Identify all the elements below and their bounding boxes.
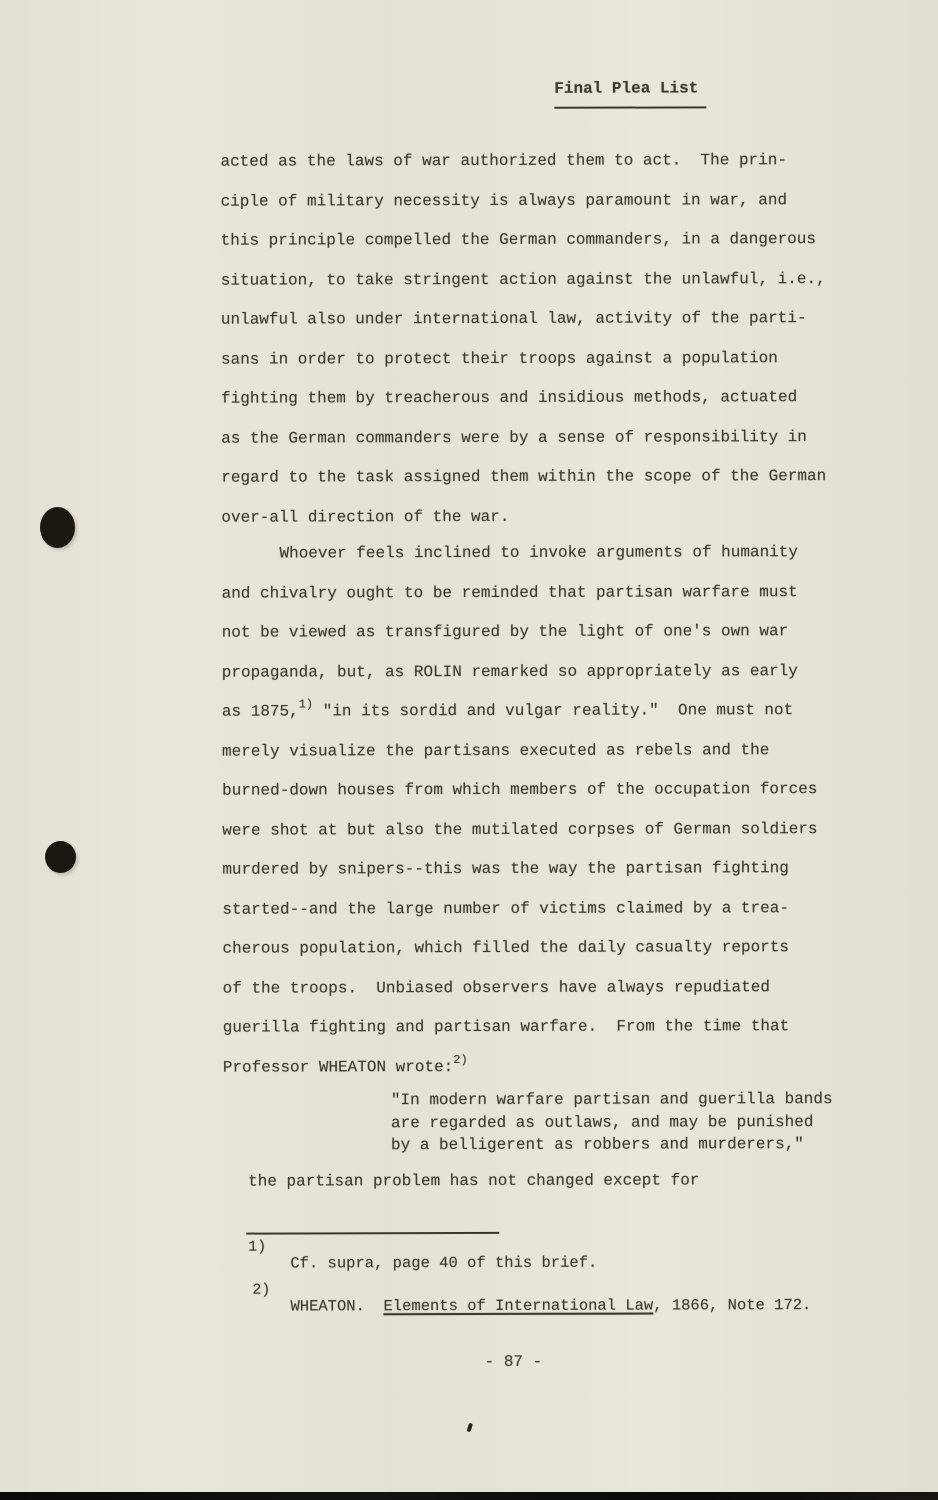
book-title: Elements of International Law bbox=[383, 1296, 654, 1316]
text-segment: Professor WHEATON wrote: bbox=[222, 1057, 454, 1077]
quote-line: are regarded as outlaws, and may be punished bbox=[390, 1112, 814, 1132]
text-line: guerilla fighting and partisan warfare. From the time that bbox=[222, 1017, 790, 1037]
text-line: the partisan problem has not changed except for bbox=[248, 1171, 700, 1191]
text-line: as the German commanders were by a sense of responsibility in bbox=[221, 427, 807, 448]
footnote-1-marker: 1) bbox=[248, 1238, 267, 1256]
text-line: were shot at but also the mutilated corpses of German soldiers bbox=[222, 819, 818, 840]
footnote-ref-2: 2) bbox=[453, 1052, 468, 1067]
scan-speck bbox=[466, 1423, 473, 1433]
text-line: and chivalry ought to be reminded that partisan warfare must bbox=[221, 582, 798, 603]
text-line: cherous population, which filled the daily casualty reports bbox=[222, 938, 790, 958]
text-line: acted as the laws of war authorized them to act. The prin- bbox=[220, 151, 787, 171]
text-line: fighting them by treacherous and insidious methods, actuated bbox=[221, 388, 798, 408]
text-line: propaganda, but, as ROLIN remarked so appropriately as early bbox=[221, 661, 798, 682]
footnote-ref-1: 1) bbox=[298, 697, 314, 712]
text-line: burned-down houses from which members of the occupation forces bbox=[222, 780, 818, 800]
text-line: merely visualize the partisans executed as rebels and the bbox=[221, 740, 770, 761]
text-line: regard to the task assigned them within the scope of the German bbox=[221, 467, 827, 487]
text-line: ciple of military necessity is always paramount in war, and bbox=[220, 190, 788, 211]
text-line: situation, to take stringent action against the unlawful, i.e., bbox=[220, 269, 826, 290]
text-line: started--and the large number of victims claimed by a trea- bbox=[222, 898, 789, 919]
blockquote bbox=[391, 1088, 833, 1157]
footnote-2-text bbox=[290, 1296, 811, 1315]
text-segment: , 1866, Note 172. bbox=[653, 1296, 812, 1315]
quote-line: "In modern warfare partisan and guerilla bands bbox=[390, 1090, 833, 1110]
page-number: - 87 - bbox=[484, 1352, 543, 1371]
text-line: murdered by snipers--this was the way the partisan fighting bbox=[222, 859, 789, 879]
text-line: unlawful also under international law, activity of the parti- bbox=[220, 309, 807, 329]
text-segment: "in its sordid and vulgar reality." One must not bbox=[313, 701, 794, 721]
text-line: not be viewed as transfigured by the light of one's own war bbox=[221, 622, 789, 642]
text-line: Whoever feels inclined to invoke arguments of humanity bbox=[279, 543, 798, 563]
text-line: sans in order to protect their troops against a population bbox=[220, 348, 778, 369]
text-segment: as 1875, bbox=[221, 702, 299, 721]
text-line-with-footnote-ref bbox=[223, 1046, 883, 1087]
text-line: of the troops. Unbiased observers have always repudiated bbox=[222, 977, 770, 998]
paragraph-1 bbox=[220, 141, 881, 538]
footnote-separator bbox=[246, 1232, 499, 1235]
text-segment: WHEATON. bbox=[290, 1297, 384, 1316]
scan-edge bbox=[0, 1492, 938, 1500]
text-line: over-all direction of the war. bbox=[221, 507, 510, 527]
footnote-2-marker: 2) bbox=[252, 1281, 271, 1299]
quote-line: by a belligerent as robbers and murderers," bbox=[391, 1135, 804, 1155]
text-line: this principle compelled the German commanders, in a dangerous bbox=[220, 230, 816, 250]
text-line-with-footnote-ref bbox=[222, 691, 882, 732]
footnote-1-text: Cf. supra, page 40 of this brief. bbox=[290, 1253, 598, 1273]
page-header: Final Plea List bbox=[554, 79, 706, 108]
paragraph-2 bbox=[221, 533, 882, 1088]
